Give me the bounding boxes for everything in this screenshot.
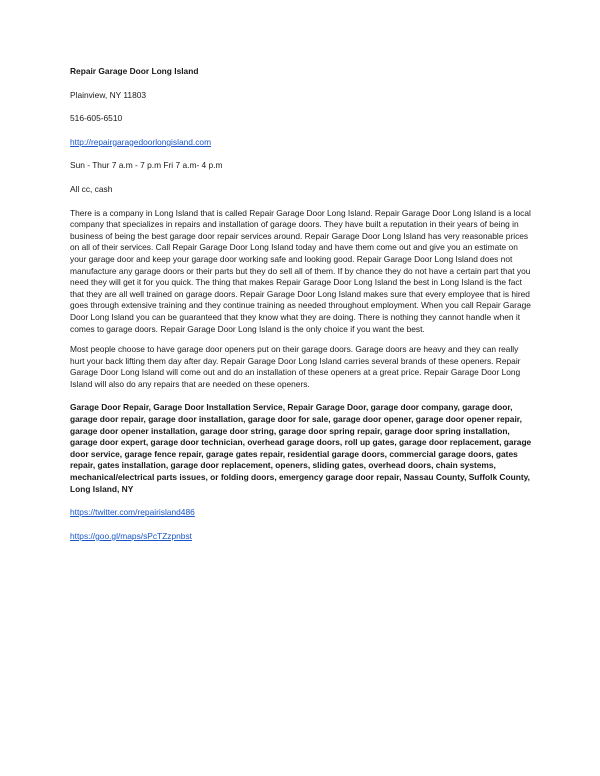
twitter-line [70, 507, 532, 519]
maps-line [70, 531, 532, 543]
business-hours: Sun - Thur 7 a.m - 7 p.m Fri 7 a.m- 4 p.m [70, 160, 223, 171]
business-name: Repair Garage Door Long Island [70, 66, 199, 76]
body-paragraph-1: There is a company in Long Island that is called Repair Garage Door Long Island. Repair Garage Door Long Island is a local company that specializes in repairs and installation of garage doors. They have built a reputation in their years of being in business of being the best garage door repair services around. Repair Garage Door Long Island has very reasonable prices on all of their services. Call Repair Garage Door Long Island today and have them come out and give you an estimate on your garage door and keep your garage door working safe and looking good. Repair Garage Door Long Island does not manufacture any garage doors or their parts but they do sell all of them. If by chance they do not have a certain part that you need they will get it for you quick. The thing that makes Repair Garage Door Long Island the best in Long Island is the fact that they are all well trained on garage doors. Repair Garage Door Long Island makes sure that every employee that is hired goes through extensive training and they continue training as needed throughout employment. When you call Repair Garage Door Long Island you can be guaranteed that they know what they are doing. There is nothing they cannot handle when it comes to garage doors. Repair Garage Door Long Island is the only choice if you want the best. [70, 207, 531, 334]
twitter-link[interactable]: https://twitter.com/repairisland486 [70, 507, 195, 518]
document-page [70, 66, 532, 554]
maps-link[interactable]: https://goo.gl/maps/sPcTZzpnbst [70, 530, 192, 541]
payment-methods: All cc, cash [70, 183, 113, 194]
business-phone: 516-605-6510 [70, 113, 123, 124]
website-link[interactable]: http://repairgaragedoorlongisland.com [70, 136, 212, 147]
website-line [70, 137, 532, 149]
keywords-paragraph: Garage Door Repair, Garage Door Installation Service, Repair Garage Door, garage door company, garage door, garage door repair, garage door installation, garage door for sale, garage door opener, garage door opener repair, garage door opener installation, garage door string, garage door spring repair, garage door spring installation, garage door expert, garage door technician, overhead garage doors, roll up gates, garage door replacement, garage door service, garage fence repair, garage gates repair, residential garage doors, commercial garage doors, gates repair, gates installation, garage door replacement, openers, sliding gates, overhead doors, chain systems, mechanical/electrical parts issues, or folding doors, emergency garage door repair, Nassau County, Suffolk County, Long Island, NY [70, 402, 532, 494]
business-address: Plainview, NY 11803 [70, 89, 147, 100]
body-paragraph-2: Most people choose to have garage door openers put on their garage doors. Garage doors are heavy and they can really hurt your back lifting them day after day. Repair Garage Door Long Island carries several brands of these openers. Repair Garage Door Long Island will come out and do an installation of these openers at a great price. Repair Garage Door Long Island will also do any repairs that are needed on these openers. [70, 344, 521, 389]
